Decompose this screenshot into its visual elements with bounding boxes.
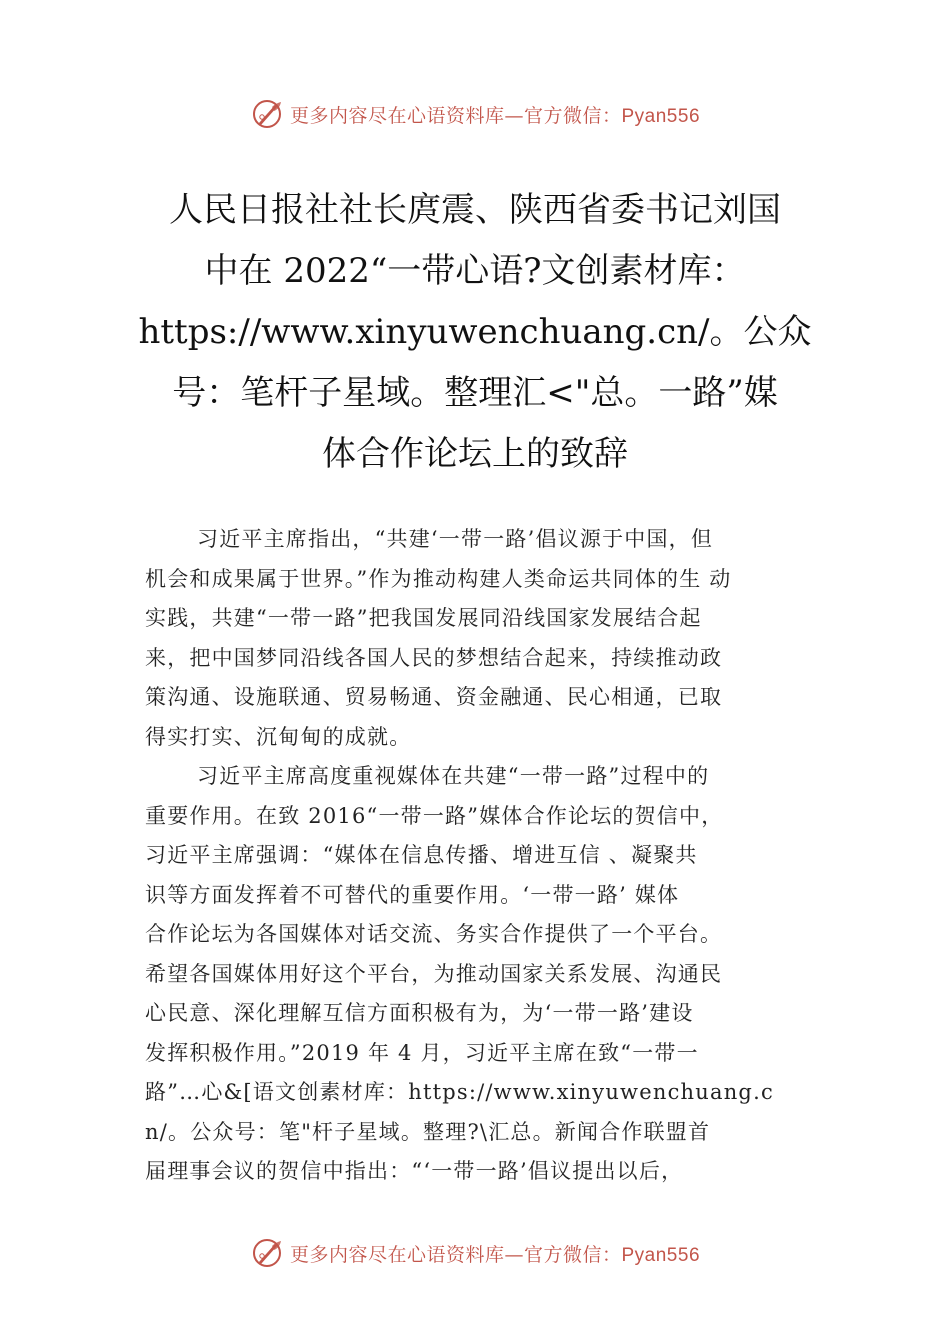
body-line: 识等方面发挥着不可替代的重要作用。‘一带一路’ 媒体 [145, 882, 680, 907]
body-line: 心民意、深化理解互信方面积极有为，为‘一带一路’建设 [145, 1001, 694, 1025]
document-title [130, 180, 820, 485]
footer-banner-text: 更多内容尽在心语资料库—官方微信：Pyan556 [289, 1243, 701, 1266]
body-line: n/。公众号：笔"杆子星域。整理?\汇总。新闻合作联盟首 [145, 1119, 711, 1144]
quill-logo-icon [250, 97, 284, 131]
body-line: 实践，共建“一带一路”把我国发展同沿线国家发展结合起 [145, 606, 702, 630]
body-line: 习近平主席指出，“共建‘一带一路’倡议源于中国，但 [197, 527, 714, 551]
body-line: 策沟通、设施联通、贸易畅通、资金融通、民心相通，已取 [145, 685, 723, 709]
body-line: 机会和成果属于世界。”作为推动构建人类命运共同体的生 动 [145, 566, 732, 591]
body-line: 希望各国媒体用好这个平台，为推动国家关系发展、沟通民 [145, 961, 723, 986]
body-line: 届理事会议的贺信中指出：“‘一带一路’倡议提出以后， [145, 1159, 684, 1183]
body-line: 习近平主席强调：“媒体在信息传播、增进互信 、凝聚共 [145, 843, 698, 867]
body-line: 发挥积极作用。”2019 年 4 月，习近平主席在致“一带一 [145, 1040, 699, 1065]
body-line: 来，把中国梦同沿线各国人民的梦想结合起来，持续推动政 [145, 645, 723, 670]
body-paragraphs [145, 520, 810, 1192]
body-line: 路”…心&[语文创素材库：https://www.xinyuwenchuang.c [145, 1080, 774, 1104]
title-line: https://www.xinyuwenchuang.cn/。公众 [138, 312, 812, 352]
title-line: 号：笔杆子星域。整理汇<"总。一路”媒 [172, 373, 778, 413]
quill-logo-icon [250, 1236, 284, 1270]
body-line: 合作论坛为各国媒体对话交流、务实合作提供了一个平台。 [145, 922, 723, 946]
body-line: 习近平主席高度重视媒体在共建“一带一路”过程中的 [197, 764, 710, 788]
body-line: 重要作用。在致 2016“一带一路”媒体合作论坛的贺信中， [145, 803, 724, 828]
title-line: 中在 2022“一带心语?文创素材库： [204, 251, 746, 291]
header-banner-text: 更多内容尽在心语资料库—官方微信：Pyan556 [289, 104, 701, 127]
footer-banner [0, 1233, 950, 1273]
title-line: 人民日报社社长庹震、陕西省委书记刘国 [169, 190, 781, 230]
header-banner [0, 94, 950, 134]
body-line: 得实打实、沉甸甸的成就。 [145, 724, 412, 749]
title-line: 体合作论坛上的致辞 [322, 434, 628, 474]
